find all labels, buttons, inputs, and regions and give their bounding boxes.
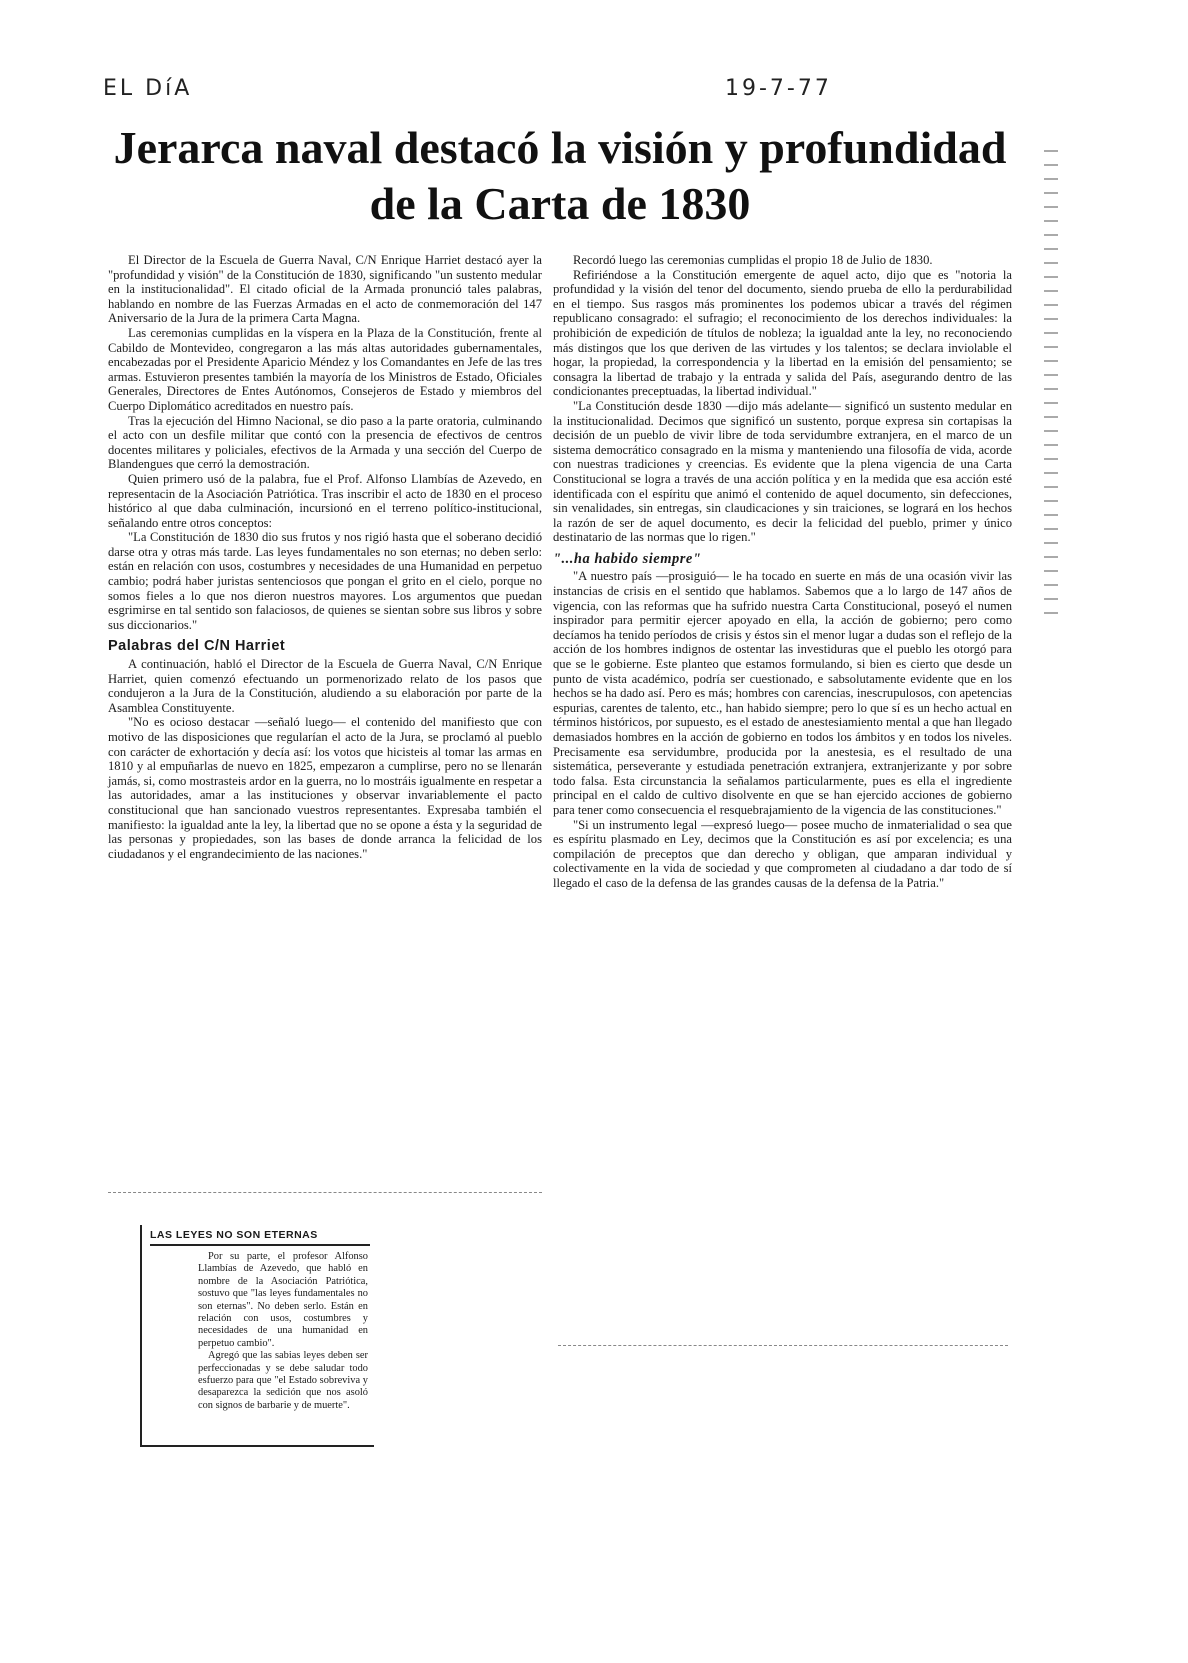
article-left-column: [108, 253, 542, 861]
article-right-column: [553, 253, 1012, 891]
paragraph: Quien primero usó de la palabra, fue el Prof. Alfonso Llambías de Azevedo, en representacin de la Asociación Patriótica. Tras inscribir el acto de 1830 en el proceso histórico al que daba culminación, incursionó en el terreno político-institucional, señalando entre otros conceptos:: [108, 471, 542, 530]
paragraph: Agregó que las sabias leyes deben ser perfeccionadas y se debe saludar todo esfuerzo para que "el Estado sobreviva y desaparezca la sedición que nos asoló con signos de barbarie y de muerte".: [198, 1350, 368, 1411]
scan-edge-marks: [1044, 150, 1058, 620]
paragraph: Por su parte, el profesor Alfonso Llambías de Azevedo, que habló en nombre de la Asociación Patriótica, sostuvo que "las leyes fundamentales no son eternas". No deben serlo. Están en relación con usos, costumbres y necesidades de una humanidad en perpetuo cambio".: [198, 1251, 368, 1349]
paragraph: Tras la ejecución del Himno Nacional, se dio paso a la parte oratoria, culminando el acto con un desfile militar que contó con la presencia de efectivos de centros docentes militares y policiales, efectivos de la Armada y una sección del Cuerpo de Blandengues que cerró la demostración.: [108, 413, 542, 472]
handwritten-source: EL DíA: [103, 76, 193, 101]
column-end-rule: [558, 1345, 1008, 1346]
paragraph: Las ceremonias cumplidas en la víspera en la Plaza de la Constitución, frente al Cabildo de Montevideo, congregaron a las más altas autoridades gubernamentales, encabezadas por el Presidente Aparicio Méndez y los Comandantes en Jefe de las tres armas. Estuvieron presentes también la mayoría de los Ministros de Estado, Oficiales Generales, Directores de Entes Autónomos, Consejeros de Estado y miembros del Cuerpo Diplomático acreditados en nuestro país.: [108, 325, 542, 413]
headline: Jerarca naval destacó la visión y profundidad de la Carta de 1830: [113, 122, 1007, 229]
subheading: "...ha habido siempre": [553, 550, 702, 567]
paragraph: "La Constitución de 1830 dio sus frutos y nos rigió hasta que el soberano decidió darse otra y otras más tarde. Las leyes fundamentales no son eternas; no deben serlo: están en relación con usos, costumbres y necesidades de una Humanidad en perpetuo cambio; podrá haber juristas sentenciosos que pongan el grito en el cielo, porque no somos fieles a lo que nos dieron nuestros mayores. Los argumentos que puedan esgrimirse en tal sentido son falaciosos, de quienes se sientan sobre sus libros y sobre sus diccionarios.": [108, 530, 542, 632]
paragraph: "A nuestro país —prosiguió— le ha tocado en suerte en más de una ocasión vivir las instancias de crisis en el sentido que hablamos. Sabemos que a lo largo de 147 años de vigencia, con las reformas que ha sufrido nuestra Carta Constitucional, poseyó el numen inspirador para permitir ejercer apoyado en ella, la acción de gobierno; pero como decíamos ha tenido períodos de crisis y éstos sin el menor lugar a dudas son el reflejo de la acción de los hombres indignos de ostentar las investiduras que el pueblo les otorgó para que se le gobierne. Este planteo que estamos formulando, si bien es cierto que desde un punto de vista académico, podría ser cuestionado, e sabsolutamente evidente que en los hechos se ha dado así. Pero es más; hombres con carencias, inescrupulosos, con apetencias espurias, carentes de talento, etc., han habido siempre; pero lo que sí es un hecho actual en términos históricos, por supuesto, es el estado de anestesiamiento mental a que han llegado demasiados hombres en la acción de gobierno en todos los ámbitos y en todos los niveles. Precisamente esa servidumbre, producida por la anestesia, es el resultado de una sistemática, perseverante y estudiada penetración extranjera, extranjerizante y por sobre todo falsa. Esta circunstancia la señalamos particularmente, pues es ella el ingrediente principal en el caldo de cultivo disolvente en que se han ejercido acciones de gobierno para tener como consecuencia el resquebrajamiento de la vigencia de las constituciones.": [553, 569, 1012, 817]
paragraph: "Si un instrumento legal —expresó luego— posee mucho de inmaterialidad o sea que es espíritu plasmado en Ley, decimos que la Constitución es así por excelencia; es una compilación de preceptos que dan derecho y obligan, que amparan individual y colectivamente en la vida de sociedad y que comprometen al ciudadano a dar todo de sí llegado el caso de la defensa de las grandes causas de la defensa de la Patria.": [553, 817, 1012, 890]
paragraph: Refiriéndose a la Constitución emergente de aquel acto, dijo que es "notoria la profundidad y la visión del tenor del documento, siendo prueba de ello la perdurabilidad en el tiempo. Sus rasgos más prominentes los podemos ubicar a través del régimen republicano consagrado: el sufragio; el reconocimiento de los derechos individuales: la prohibición de expedición de títulos de nobleza; la igualdad ante la ley, no reconociendo más distingos que los que deriven de las virtudes y los talentos; se declara inviolable el hogar, la propiedad, la correspondencia y la libertad en la emisión del pensamiento; se consagra la libertad de trabajo y la entrada y salida del País, asegurando dentro de las condicionantes preceptuadas, la libertad individual.": [553, 267, 1012, 399]
paragraph: "La Constitución desde 1830 —dijo más adelante— significó un sustento medular en la institucionalidad. Decimos que significó un sustento, porque expresa sin cortapisas la decisión de un pueblo de vivir libre de toda servidumbre extranjera, en el marco de un sistema democrático consagrado en la misma y manteniendo una filosofía de vida, acorde con nuestras tradiciones y creencias. Es evidente que la plena vigencia de una Carta Constitucional se logra a través de una acción política y en la medida que esa acción esté identificada con el espíritu que animó el contenido de aquel documento, sin defecciones, sin venalidades, sin entregas, sin claudicaciones y sin traiciones, se logrará en los hechos la razón de ser de aquel documento, es decir la felicidad del pueblo, primer y único destinatario de las normas que lo rigen.": [553, 398, 1012, 545]
paragraph: A continuación, habló el Director de la Escuela de Guerra Naval, C/N Enrique Harriet, quien comenzó efectuando un pormenorizado relato de los pasos que condujeron a la Jura de la Constitución, aludiendo a su elaboración por parte de la Asamblea Constituyente.: [108, 657, 542, 715]
sidebar-title: LAS LEYES NO SON ETERNAS: [150, 1229, 370, 1246]
column-end-rule: [108, 1192, 542, 1193]
paragraph: "No es ocioso destacar —señaló luego— el contenido del manifiesto que con motivo de las disposiciones que regularían el acto de la Jura, se proclamó al pueblo con carácter de exhortación y decía así: los votos que hicisteis al tomar las armas en 1810 y al empuñarlas de nuevo en 1825, empezaron a cumplirse, pero no se llenarán jamás, si, como mostrasteis ardor en la guerra, no lo mostráis igualmente en respetar a las autoridades, amar a las instituciones y observar invariablemente el pacto constitucional que han sancionado vuestros representantes. Expresaba también el manifiesto: la igualdad ante la ley, la libertad que no se opone a ésta y la seguridad de las personas y propiedades, son las bases de donde arranca la felicidad de los ciudadanos y el engrandecimiento de las naciones.": [108, 715, 542, 861]
paragraph: El Director de la Escuela de Guerra Naval, C/N Enrique Harriet destacó ayer la "profundidad y visión" de la Constitución de 1830, significando "un sustento medular en la institucionalidad". El citado oficial de la Armada pronunció tales palabras, hablando en nombre de las Fuerzas Armadas en el acto de conmemoración del 147 Aniversario de la Jura de la primera Carta Magna.: [108, 253, 542, 326]
paragraph: Recordó luego las ceremonias cumplidas el propio 18 de Julio de 1830.: [573, 253, 933, 267]
handwritten-date: 19-7-77: [725, 76, 832, 101]
sidebar-box: [140, 1225, 374, 1447]
subheading: Palabras del C/N Harriet: [108, 638, 286, 655]
sidebar-body: [198, 1251, 368, 1412]
